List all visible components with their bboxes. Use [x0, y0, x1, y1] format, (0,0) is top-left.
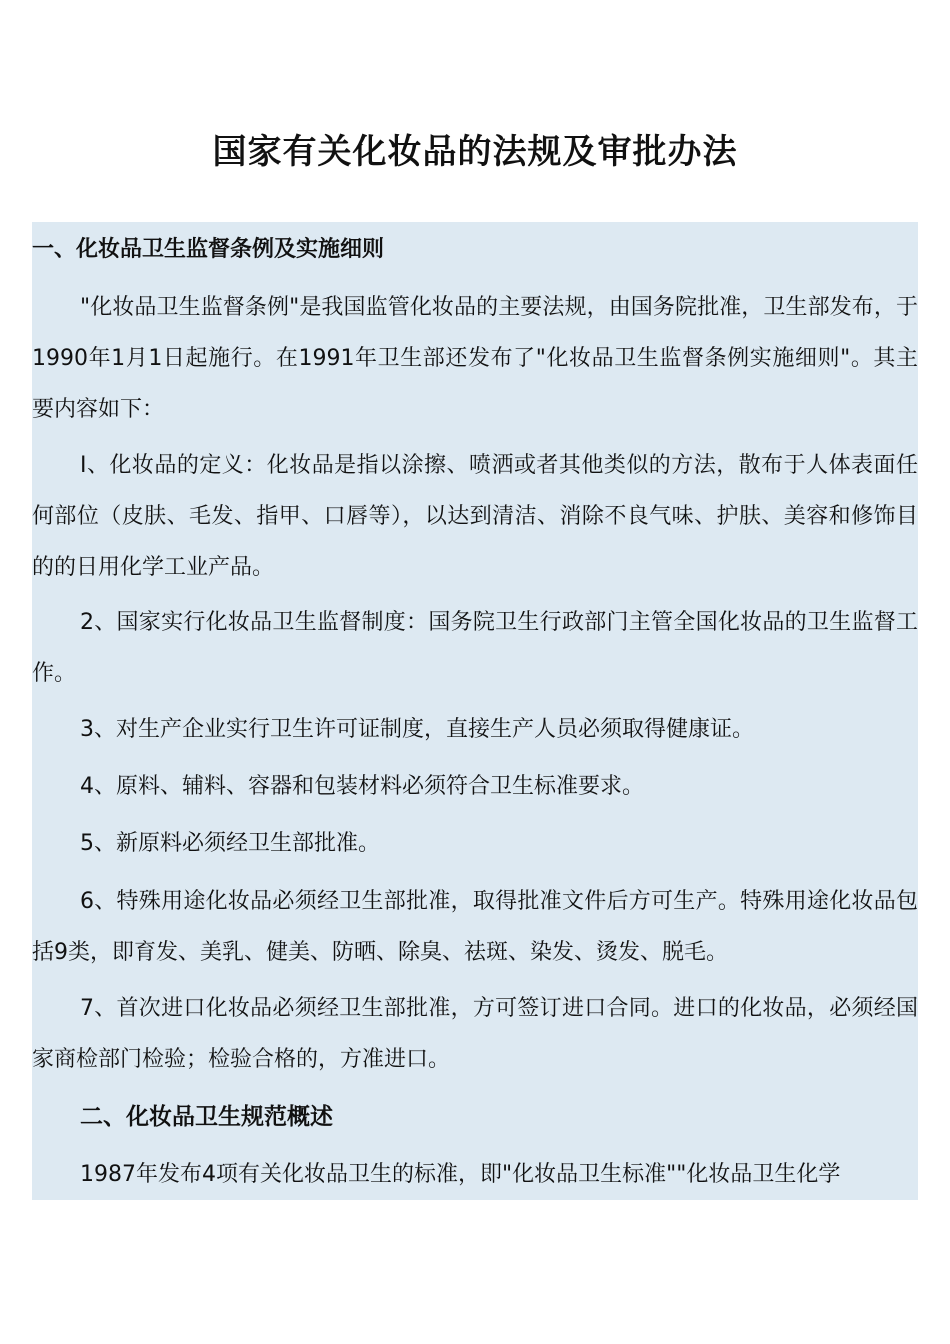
- highlighted-content-area: [32, 222, 918, 1200]
- item-paragraph-4: 4、原料、辅料、容器和包装材料必须符合卫生标准要求。: [80, 774, 644, 799]
- section2-paragraph: 1987年发布4项有关化妆品卫生的标准，即"化妆品卫生标准""化妆品卫生化学: [80, 1162, 841, 1187]
- item-paragraph-6: 6、特殊用途化妆品必须经卫生部批准，取得批准文件后方可生产。特殊用途化妆品包括9类，即育发、美乳、健美、防晒、除臭、祛斑、染发、烫发、脱毛。: [32, 889, 918, 965]
- page-title: 国家有关化妆品的法规及审批办法: [212, 132, 738, 172]
- item-paragraph-1: I、化妆品的定义：化妆品是指以涂擦、喷洒或者其他类似的方法，散布于人体表面任何部位（皮肤、毛发、指甲、口唇等），以达到清洁、消除不良气味、护肤、美容和修饰目的的日用化学工业产品。: [32, 453, 918, 580]
- item-paragraph-5: 5、新原料必须经卫生部批准。: [80, 831, 380, 856]
- section-heading-2: 二、化妆品卫生规范概述: [80, 1104, 333, 1130]
- intro-paragraph: "化妆品卫生监督条例"是我国监管化妆品的主要法规，由国务院批准，卫生部发布，于1990年1月1日起施行。在1991年卫生部还发布了"化妆品卫生监督条例实施细则"。其主要内容如下：: [32, 295, 918, 422]
- item-paragraph-3: 3、对生产企业实行卫生许可证制度，直接生产人员必须取得健康证。: [80, 717, 754, 742]
- item-paragraph-2: 2、国家实行化妆品卫生监督制度：国务院卫生行政部门主管全国化妆品的卫生监督工作。: [32, 610, 918, 686]
- item-paragraph-7: 7、首次进口化妆品必须经卫生部批准，方可签订进口合同。进口的化妆品，必须经国家商检部门检验；检验合格的，方准进口。: [32, 996, 918, 1072]
- section-heading-1: 一、化妆品卫生监督条例及实施细则: [32, 237, 385, 262]
